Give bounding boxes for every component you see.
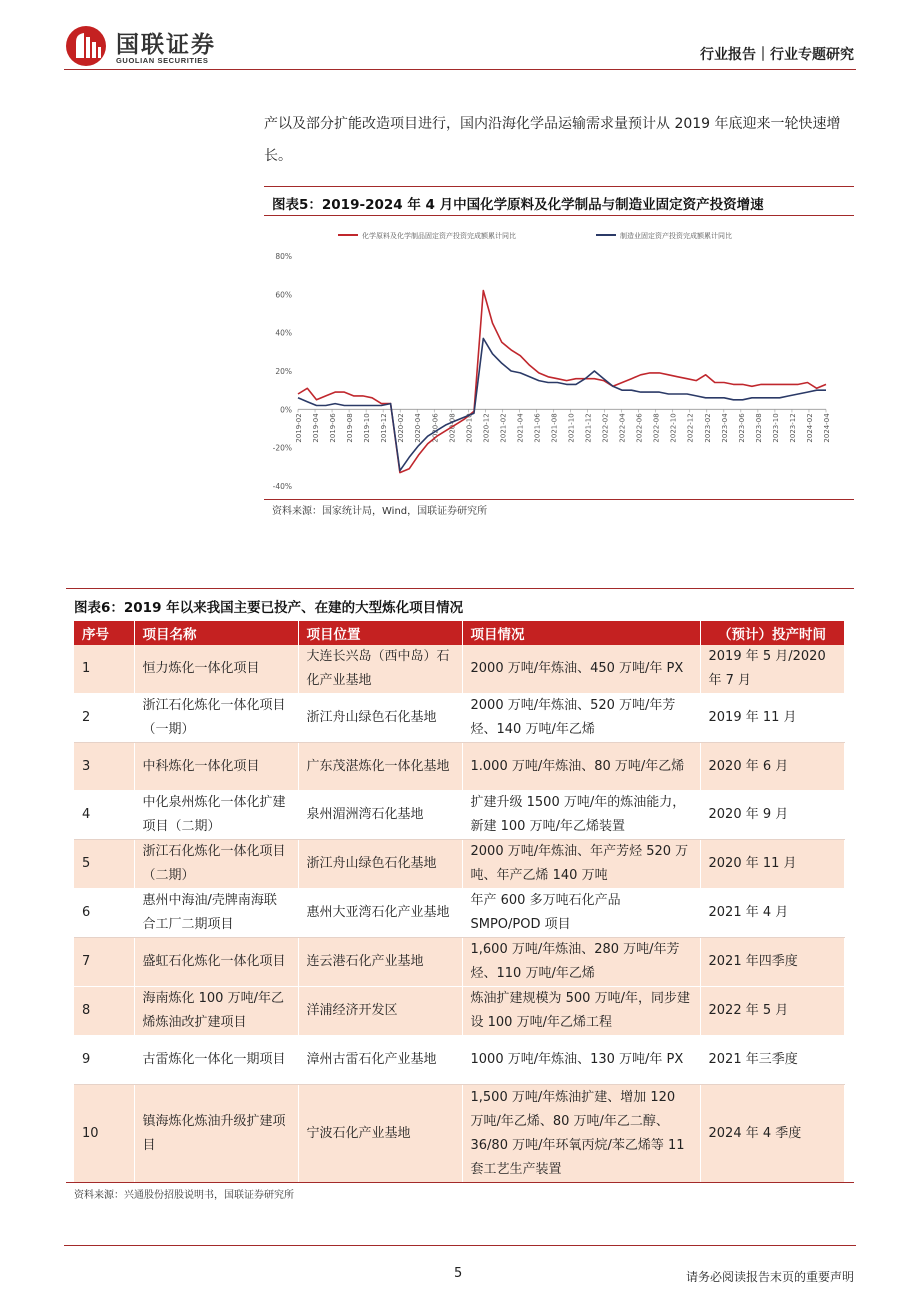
x-tick-label: 2021-06 xyxy=(533,413,542,443)
figure5-title-bar xyxy=(264,186,854,216)
header-cell: 项目情况 xyxy=(462,621,700,645)
x-tick-label: 2021-08 xyxy=(550,413,559,443)
table-cell: 7 xyxy=(74,938,134,987)
x-tick-label: 2023-02 xyxy=(703,413,712,443)
x-tick-label: 2022-04 xyxy=(618,413,627,443)
header-cell: 序号 xyxy=(74,621,134,645)
figure6-title: 图表6：2019 年以来我国主要已投产、在建的大型炼化项目情况 xyxy=(74,600,464,616)
footer-divider xyxy=(64,1245,856,1246)
x-tick-label: 2024-04 xyxy=(823,413,831,443)
table-cell: 2000 万吨/年炼油、520 万吨/年芳烃、140 万吨/年乙烯 xyxy=(462,694,700,743)
x-tick-label: 2020-02 xyxy=(397,413,406,443)
figure6-title-bar xyxy=(66,588,854,618)
table-cell: 1,500 万吨/年炼油扩建、增加 120 万吨/年乙烯、80 万吨/年乙二醇、36/80 万吨/年环氧丙烷/苯乙烯等 11 套工艺生产装置 xyxy=(462,1085,700,1184)
table-cell: 中科炼化一体化项目 xyxy=(134,743,298,791)
x-tick-label: 2020-08 xyxy=(448,413,457,443)
table-cell: 1 xyxy=(74,645,134,694)
table-cell: 1000 万吨/年炼油、130 万吨/年 PX xyxy=(462,1036,700,1085)
table-cell: 2024 年 4 季度 xyxy=(700,1085,844,1184)
y-tick-label: 80% xyxy=(275,252,292,261)
y-tick-label: 20% xyxy=(275,367,292,376)
x-tick-label: 2019-08 xyxy=(346,413,355,443)
table-cell: 4 xyxy=(74,791,134,840)
x-tick-label: 2020-06 xyxy=(431,413,440,443)
table-cell: 浙江舟山绿色石化基地 xyxy=(298,694,462,743)
chemical-investment-line xyxy=(298,291,826,473)
x-tick-label: 2022-12 xyxy=(686,413,695,443)
x-tick-label: 2023-06 xyxy=(737,413,746,443)
table-cell: 2020 年 11 月 xyxy=(700,840,844,889)
x-tick-label: 2020-12 xyxy=(482,413,491,443)
x-tick-label: 2021-04 xyxy=(516,413,525,443)
table-cell: 2021 年 4 月 xyxy=(700,889,844,938)
x-tick-label: 2024-02 xyxy=(805,413,814,443)
table-cell: 2 xyxy=(74,694,134,743)
table-cell: 2021 年三季度 xyxy=(700,1036,844,1085)
header-cell: 项目名称 xyxy=(134,621,298,645)
table-cell: 洋浦经济开发区 xyxy=(298,987,462,1036)
table-row xyxy=(74,938,844,987)
header-divider xyxy=(64,69,856,70)
x-tick-label: 2022-06 xyxy=(635,413,644,443)
table-cell: 广东茂湛炼化一体化基地 xyxy=(298,743,462,791)
table-cell: 惠州中海油/壳牌南海联合工厂二期项目 xyxy=(134,889,298,938)
table-row xyxy=(74,791,844,840)
x-tick-label: 2019-04 xyxy=(312,413,321,443)
body-paragraph: 产以及部分扩能改造项目进行，国内沿海化学品运输需求量预计从 2019 年底迎来一轮快速增长。 xyxy=(264,116,841,164)
table-row xyxy=(74,743,844,791)
y-tick-label: 40% xyxy=(275,328,292,338)
table-cell: 2020 年 9 月 xyxy=(700,791,844,840)
page-number: 5 xyxy=(454,1266,463,1281)
table-cell: 1,600 万吨/年炼油、280 万吨/年芳烃、110 万吨/年乙烯 xyxy=(462,938,700,987)
table-cell: 2021 年四季度 xyxy=(700,938,844,987)
legend-label: 制造业固定资产投资完成额累计同比 xyxy=(620,232,732,240)
y-tick-label: -40% xyxy=(272,482,292,491)
manufacturing-investment-line xyxy=(298,338,826,470)
table-cell: 扩建升级 1500 万吨/年的炼油能力，新建 100 万吨/年乙烯装置 xyxy=(462,791,700,840)
brand-logo xyxy=(64,24,244,70)
legend-label: 化学原料及化学制品固定资产投资完成额累计同比 xyxy=(362,232,516,240)
table-row xyxy=(74,645,844,694)
table-cell: 盛虹石化炼化一体化项目 xyxy=(134,938,298,987)
x-tick-label: 2020-04 xyxy=(414,413,423,443)
table-cell: 惠州大亚湾石化产业基地 xyxy=(298,889,462,938)
page-header xyxy=(0,0,920,80)
table-cell: 浙江石化炼化一体化项目（二期） xyxy=(134,840,298,889)
footer-disclaimer: 请务必阅读报告末页的重要声明 xyxy=(685,1270,854,1284)
table-cell: 9 xyxy=(74,1036,134,1085)
x-tick-label: 2023-12 xyxy=(788,413,797,443)
table-cell: 大连长兴岛（西中岛）石化产业基地 xyxy=(298,645,462,694)
table-cell: 2000 万吨/年炼油、450 万吨/年 PX xyxy=(462,645,700,694)
x-tick-label: 2021-02 xyxy=(499,413,508,443)
table-cell: 浙江舟山绿色石化基地 xyxy=(298,840,462,889)
table-cell: 1.000 万吨/年炼油、80 万吨/年乙烯 xyxy=(462,743,700,791)
figure5-bottom-rule xyxy=(264,499,854,500)
table-cell: 10 xyxy=(74,1085,134,1184)
table-cell: 宁波石化产业基地 xyxy=(298,1085,462,1184)
investment-growth-chart xyxy=(264,220,854,498)
figure6-source: 资料来源：兴通股份招股说明书，国联证券研究所 xyxy=(74,1190,294,1201)
table-cell: 2000 万吨/年炼油、年产芳烃 520 万吨、年产乙烯 140 万吨 xyxy=(462,840,700,889)
table-header-row xyxy=(74,621,844,645)
brand-name-cn: 国联证券 xyxy=(116,32,216,58)
table-cell: 2019 年 11 月 xyxy=(700,694,844,743)
table-cell: 中化泉州炼化一体化扩建项目（二期） xyxy=(134,791,298,840)
y-tick-label: 0% xyxy=(280,405,292,415)
x-tick-label: 2022-02 xyxy=(601,413,610,443)
x-tick-label: 2021-10 xyxy=(567,413,576,443)
x-tick-label: 2023-10 xyxy=(771,413,780,443)
report-type: 行业报告｜行业专题研究 xyxy=(700,47,854,63)
figure5-source: 资料来源：国家统计局，Wind，国联证券研究所 xyxy=(272,506,488,517)
x-tick-label: 2019-10 xyxy=(363,413,372,443)
table-cell: 年产 600 多万吨石化产品 SMPO/POD 项目 xyxy=(462,889,700,938)
table-cell: 5 xyxy=(74,840,134,889)
x-tick-label: 2019-06 xyxy=(329,413,338,443)
table-cell: 2020 年 6 月 xyxy=(700,743,844,791)
header-cell: （预计）投产时间 xyxy=(700,621,844,645)
table-row xyxy=(74,1085,844,1184)
brand-name-en: GUOLIAN SECURITIES xyxy=(116,56,209,65)
x-tick-label: 2020-10 xyxy=(465,413,474,443)
table-row xyxy=(74,987,844,1036)
header-cell: 项目位置 xyxy=(298,621,462,645)
table-row xyxy=(74,694,844,743)
x-tick-label: 2023-04 xyxy=(720,413,729,443)
x-tick-label: 2021-12 xyxy=(584,413,593,443)
refinery-projects-table xyxy=(74,621,845,1184)
table-cell: 海南炼化 100 万吨/年乙烯炼油改扩建项目 xyxy=(134,987,298,1036)
x-tick-label: 2022-08 xyxy=(652,413,661,443)
table-cell: 浙江石化炼化一体化项目（一期） xyxy=(134,694,298,743)
table-cell: 连云港石化产业基地 xyxy=(298,938,462,987)
table-cell: 镇海炼化炼油升级扩建项目 xyxy=(134,1085,298,1184)
y-tick-label: -20% xyxy=(272,443,292,453)
table-cell: 古雷炼化一体化一期项目 xyxy=(134,1036,298,1085)
table-cell: 2022 年 5 月 xyxy=(700,987,844,1036)
table-cell: 漳州古雷石化产业基地 xyxy=(298,1036,462,1085)
table-cell: 恒力炼化一体化项目 xyxy=(134,645,298,694)
table-cell: 3 xyxy=(74,743,134,791)
table-cell: 8 xyxy=(74,987,134,1036)
brand-logo-icon xyxy=(64,24,108,68)
x-tick-label: 2022-10 xyxy=(669,413,678,443)
table-row xyxy=(74,1036,844,1085)
table-cell: 2019 年 5 月/2020 年 7 月 xyxy=(700,645,844,694)
figure6-bottom-rule xyxy=(66,1182,854,1183)
table-row xyxy=(74,840,844,889)
table-row xyxy=(74,889,844,938)
x-tick-label: 2019-02 xyxy=(295,413,303,443)
x-tick-label: 2023-08 xyxy=(754,413,763,443)
y-tick-label: 60% xyxy=(275,290,292,300)
table-cell: 6 xyxy=(74,889,134,938)
x-tick-label: 2019-12 xyxy=(380,413,389,443)
table-cell: 泉州湄洲湾石化基地 xyxy=(298,791,462,840)
figure5-title: 图表5：2019-2024 年 4 月中国化学原料及化学制品与制造业固定资产投资增速 xyxy=(272,197,764,213)
table-cell: 炼油扩建规模为 500 万吨/年，同步建设 100 万吨/年乙烯工程 xyxy=(462,987,700,1036)
